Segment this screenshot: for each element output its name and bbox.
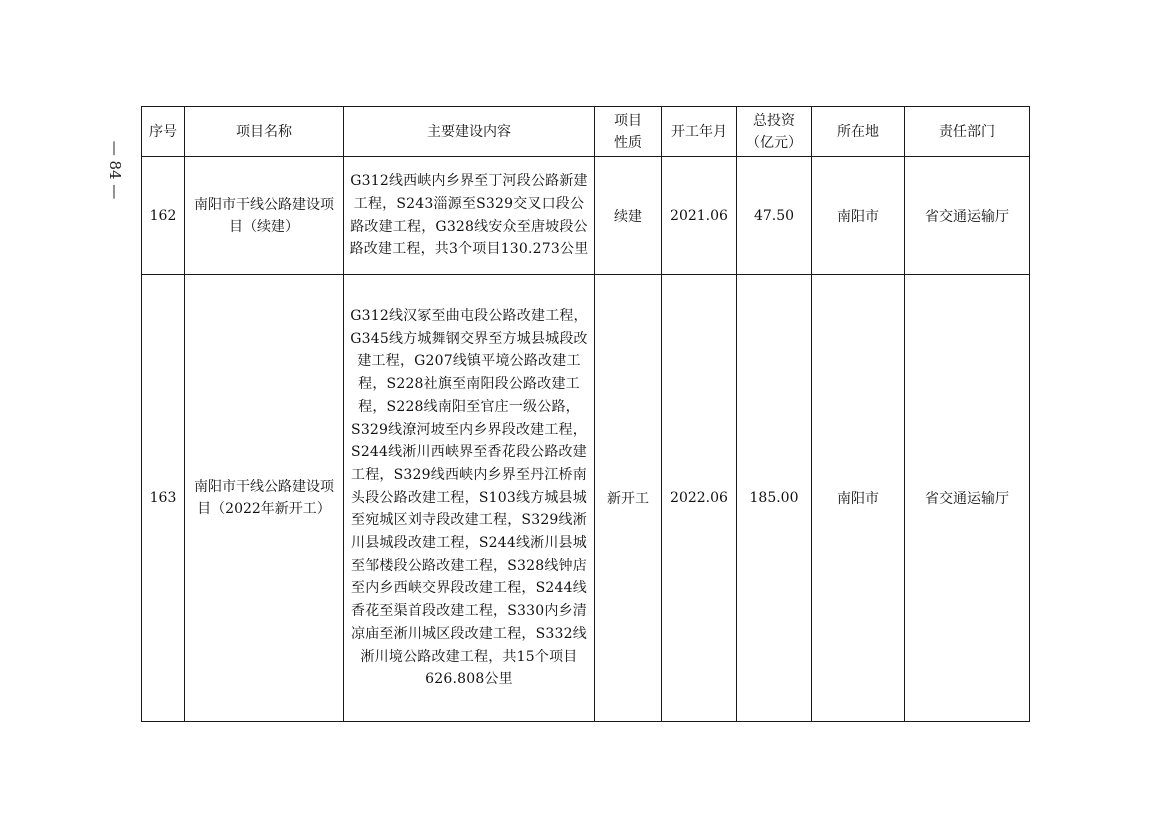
cell-investment: 47.50 xyxy=(737,157,812,275)
cell-start-date: 2021.06 xyxy=(662,157,737,275)
page-number: — 84 — xyxy=(106,140,124,200)
header-content: 主要建设内容 xyxy=(344,107,595,157)
table-row xyxy=(142,157,1030,275)
header-investment-line1: 总投资 xyxy=(753,112,795,129)
cell-department: 省交通运输厅 xyxy=(905,275,1030,722)
cell-investment: 185.00 xyxy=(737,275,812,722)
cell-seq: 163 xyxy=(142,275,185,722)
header-location: 所在地 xyxy=(812,107,905,157)
header-investment xyxy=(737,107,812,157)
header-investment-line2: （亿元） xyxy=(746,134,802,151)
cell-construction-content: G312线汉冢至曲屯段公路改建工程，G345线方城舞钢交界至方城县城段改建工程，G207线镇平境公路改建工程，S228社旗至南阳段公路改建工程，S228线南阳至官庄一级公路，S329线潦河坡至内乡界段改建工程，S244线淅川西峡界至香花段公路改建工程，S329线西峡内乡界至丹江桥南头段公路改建工程，S103线方城县城至宛城区刘寺段改建工程，S329线淅川县城段改建工程，S244线淅川县城至邹楼段公路改建工程，S328线钟店至内乡西峡交界段改建工程，S244线香花至渠首段改建工程，S330内乡清凉庙至淅川城区段改建工程，S332线淅川境公路改建工程，共15个项目626.808公里 xyxy=(344,275,595,722)
cell-department: 省交通运输厅 xyxy=(905,157,1030,275)
cell-seq: 162 xyxy=(142,157,185,275)
cell-location: 南阳市 xyxy=(812,275,905,722)
table-row xyxy=(142,275,1030,722)
header-nature-line1: 项目 xyxy=(614,112,642,129)
cell-project-nature: 新开工 xyxy=(595,275,662,722)
cell-project-name: 南阳市干线公路建设项目（2022年新开工） xyxy=(185,275,344,722)
cell-start-date: 2022.06 xyxy=(662,275,737,722)
cell-project-name: 南阳市干线公路建设项目（续建） xyxy=(185,157,344,275)
header-nature-line2: 性质 xyxy=(614,134,642,151)
header-department: 责任部门 xyxy=(905,107,1030,157)
cell-location: 南阳市 xyxy=(812,157,905,275)
header-nature xyxy=(595,107,662,157)
header-name: 项目名称 xyxy=(185,107,344,157)
cell-project-nature: 续建 xyxy=(595,157,662,275)
table-header-row xyxy=(142,107,1030,157)
cell-construction-content: G312线西峡内乡界至丁河段公路新建工程，S243淄源至S329交叉口段公路改建工程，G328线安众至唐坡段公路改建工程，共3个项目130.273公里 xyxy=(344,157,595,275)
header-start: 开工年月 xyxy=(662,107,737,157)
header-seq: 序号 xyxy=(142,107,185,157)
project-table xyxy=(141,106,1030,722)
